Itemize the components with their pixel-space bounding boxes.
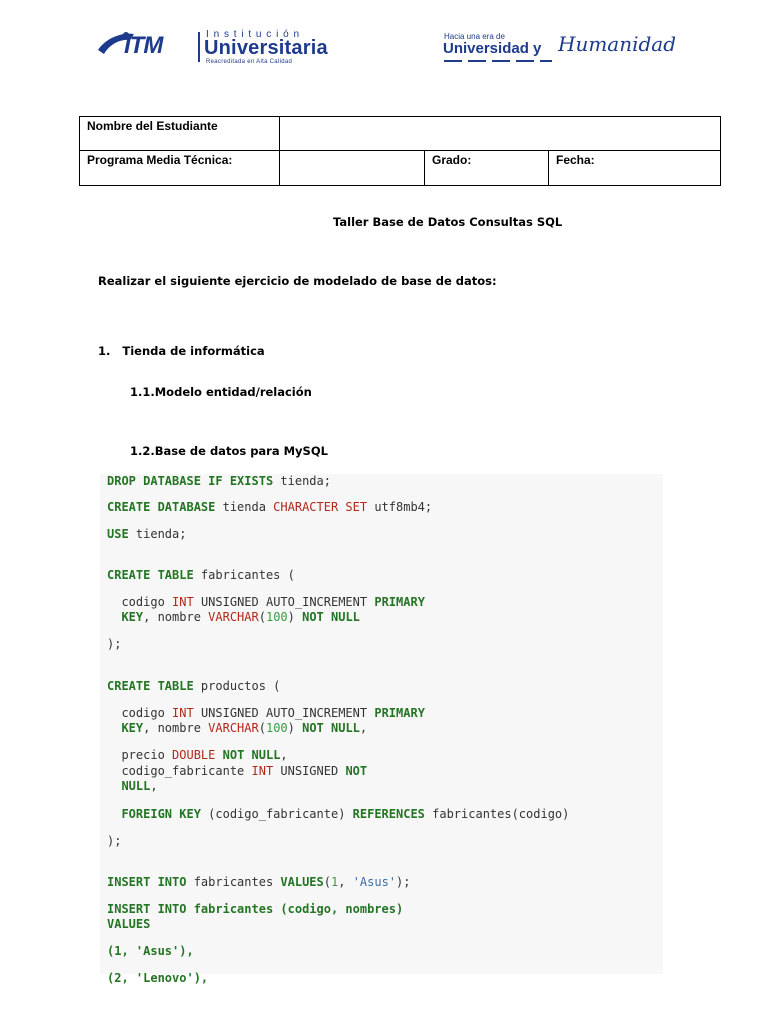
code-line xyxy=(107,474,331,489)
student-name-label: Nombre del Estudiante xyxy=(80,117,280,151)
code-token: tienda; xyxy=(128,527,187,541)
code-token: NOT NULL xyxy=(222,748,281,762)
code-line xyxy=(107,595,425,610)
code-token: VALUES xyxy=(107,917,151,931)
table-row xyxy=(80,117,721,151)
code-token: KEY xyxy=(107,610,144,624)
code-token: VALUES xyxy=(280,875,324,889)
slogan-line-3: Humanidad xyxy=(558,32,677,56)
itm-institucion: Institución xyxy=(206,29,304,40)
code-token: , xyxy=(359,721,368,735)
code-token: , xyxy=(150,779,158,793)
student-info-table xyxy=(79,116,721,186)
code-token: FOREIGN KEY xyxy=(107,807,201,821)
slogan-line-2: Universidad y xyxy=(443,40,542,57)
code-line xyxy=(107,779,158,794)
code-line xyxy=(107,500,432,515)
code-token: ); xyxy=(396,875,411,889)
code-line xyxy=(107,637,121,652)
code-token: 1 xyxy=(331,875,339,889)
code-token: REFERENCES xyxy=(352,807,425,821)
code-token: 100 xyxy=(265,721,288,735)
code-token: CHARACTER SET xyxy=(273,500,368,514)
section-1-1-heading: 1.1.Modelo entidad/relación xyxy=(130,385,312,399)
code-token: PRIMARY xyxy=(374,595,425,609)
code-token: (2, 'Lenovo'), xyxy=(107,971,209,985)
code-line xyxy=(107,917,150,932)
logo-divider xyxy=(198,32,200,62)
code-token: fabricantes(codigo) xyxy=(424,807,570,821)
itm-mark: ITM xyxy=(124,32,163,59)
code-token: NOT NULL xyxy=(302,721,360,735)
code-token: codigo xyxy=(107,595,173,609)
code-token: fabricantes xyxy=(186,875,281,889)
code-token: ( xyxy=(258,610,266,624)
code-token: VARCHAR xyxy=(208,721,259,735)
code-token: NOT NULL xyxy=(302,610,360,624)
code-token: UNSIGNED xyxy=(273,764,346,778)
code-token: precio xyxy=(107,748,173,762)
program-label: Programa Media Técnica: xyxy=(80,151,280,186)
code-line xyxy=(107,721,367,736)
instruction-text: Realizar el siguiente ejercicio de modelado de base de datos: xyxy=(98,274,497,288)
code-token: tienda xyxy=(215,500,274,514)
code-token: INT xyxy=(251,764,274,778)
code-token: DROP DATABASE IF EXISTS xyxy=(107,474,274,488)
code-token: INT xyxy=(172,706,194,720)
itm-logo xyxy=(96,28,346,68)
code-token: KEY xyxy=(107,721,144,735)
slogan-line-1: Hacia una era de xyxy=(444,32,505,41)
code-token: CREATE DATABASE xyxy=(107,500,216,514)
code-line xyxy=(107,834,121,849)
code-token: 100 xyxy=(265,610,288,624)
code-line xyxy=(107,706,425,721)
student-name-field[interactable] xyxy=(280,117,721,151)
itm-universitaria: Universitaria xyxy=(204,37,328,59)
code-token: 'Asus' xyxy=(352,875,397,889)
code-token: ); xyxy=(107,834,122,848)
code-token: (codigo_fabricante) xyxy=(200,807,353,821)
code-token: (1, 'Asus'), xyxy=(107,944,194,958)
code-token: USE xyxy=(107,527,129,541)
section-1-2-heading: 1.2.Base de datos para MySQL xyxy=(130,444,328,458)
code-token: , xyxy=(338,875,353,889)
code-line xyxy=(107,568,295,583)
code-token: INSERT INTO xyxy=(107,875,187,889)
code-token: NOT xyxy=(345,764,368,778)
code-token: , nombre xyxy=(143,721,209,735)
code-token: , xyxy=(280,748,288,762)
code-line xyxy=(107,764,367,779)
code-token: tienda; xyxy=(273,474,331,488)
code-token: INSERT INTO fabricantes (codigo, nombres) xyxy=(107,902,404,916)
section-1-heading: 1. Tienda de informática xyxy=(98,344,265,358)
table-row xyxy=(80,151,721,186)
code-token: codigo xyxy=(107,706,173,720)
sql-code-block xyxy=(100,474,663,985)
code-token: CREATE TABLE xyxy=(107,679,194,693)
document-title: Taller Base de Datos Consultas SQL xyxy=(333,215,563,229)
code-token xyxy=(215,748,222,762)
code-token: NULL xyxy=(107,779,151,793)
code-line xyxy=(107,527,186,542)
slogan-underline xyxy=(444,60,552,62)
code-line xyxy=(107,902,403,917)
code-token: ( xyxy=(258,721,266,735)
code-line xyxy=(107,610,360,625)
code-token: ) xyxy=(287,721,303,735)
code-line xyxy=(107,944,194,959)
code-token: VARCHAR xyxy=(208,610,259,624)
code-token: INT xyxy=(172,595,194,609)
slogan-logo xyxy=(442,32,677,64)
code-token: ( xyxy=(323,875,331,889)
code-line xyxy=(107,875,411,890)
program-field[interactable] xyxy=(280,151,425,186)
code-token: fabricantes ( xyxy=(193,568,295,582)
code-line xyxy=(107,971,208,986)
code-token: UNSIGNED AUTO_INCREMENT xyxy=(193,706,375,720)
code-token: codigo_fabricante xyxy=(107,764,252,778)
code-token: CREATE TABLE xyxy=(107,568,194,582)
code-token: UNSIGNED AUTO_INCREMENT xyxy=(193,595,375,609)
itm-acreditacion: Reacreditada en Alta Calidad xyxy=(206,59,293,65)
code-token: ) xyxy=(287,610,303,624)
grade-label: Grado: xyxy=(425,151,549,186)
code-line xyxy=(107,807,569,822)
code-token: utf8mb4; xyxy=(367,500,433,514)
code-line xyxy=(107,679,280,694)
code-token: , nombre xyxy=(143,610,209,624)
code-token: PRIMARY xyxy=(374,706,425,720)
code-line xyxy=(107,748,288,763)
code-token: DOUBLE xyxy=(172,748,216,762)
code-token: productos ( xyxy=(193,679,281,693)
code-token: ); xyxy=(107,637,122,651)
date-label: Fecha: xyxy=(549,151,721,186)
